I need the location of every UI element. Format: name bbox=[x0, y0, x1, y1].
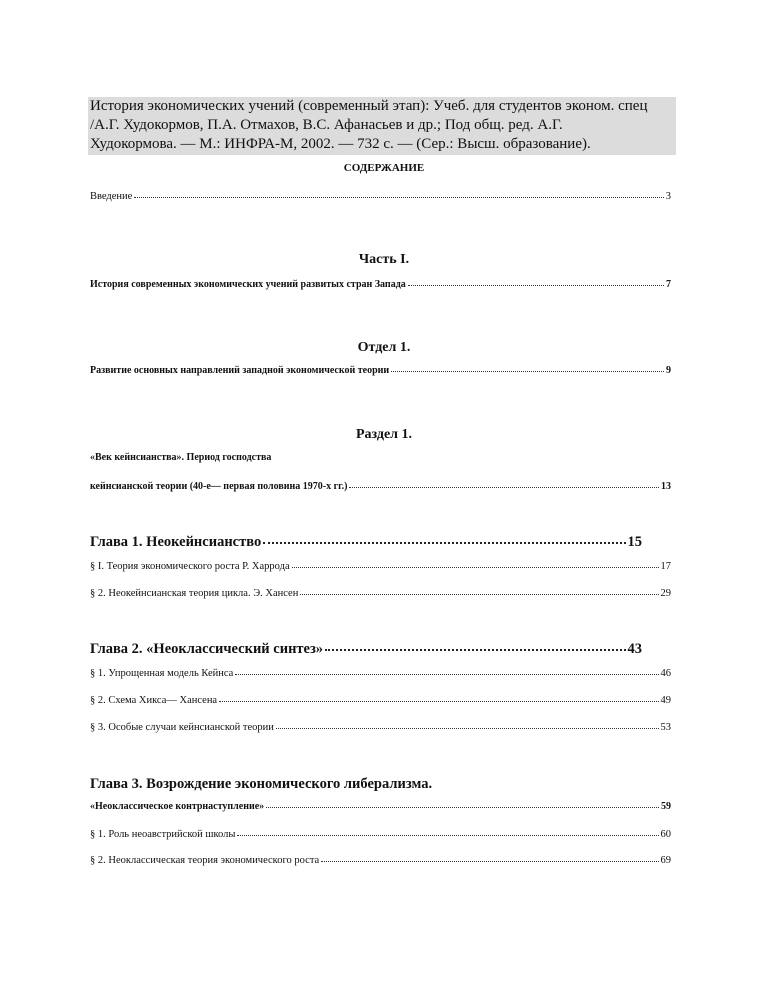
dot-leader bbox=[321, 853, 658, 862]
toc-page-number: 59 bbox=[661, 801, 671, 812]
toc-entry-ch3-s1[interactable] bbox=[90, 828, 671, 840]
dot-leader bbox=[292, 559, 659, 568]
dot-leader bbox=[349, 479, 659, 488]
toc-entry-ch3-subtitle[interactable] bbox=[90, 800, 671, 812]
part-heading: Часть I. bbox=[358, 252, 410, 267]
dot-leader bbox=[237, 827, 658, 836]
toc-entry-ch2-s2[interactable] bbox=[90, 694, 671, 706]
toc-page-number: 46 bbox=[660, 668, 671, 679]
bibliographic-line: /А.Г. Худокормов, П.А. Отмахов, В.С. Афанасьев и др.; Под общ. ред. А.Г. bbox=[90, 117, 563, 133]
chapter-title: Глава 1. Неокейнсианство bbox=[90, 534, 262, 550]
toc-entry-ch1-s2[interactable] bbox=[90, 587, 671, 599]
division-heading: Отдел 1. bbox=[357, 340, 411, 355]
toc-page-number: 3 bbox=[665, 191, 671, 202]
chapter-heading-3[interactable]: Глава 3. Возрождение экономического либерализма. bbox=[90, 776, 433, 792]
dot-leader bbox=[391, 363, 664, 372]
toc-entry-ch2-s3[interactable] bbox=[90, 721, 671, 733]
toc-page-number: 7 bbox=[666, 279, 671, 290]
chapter-heading-2[interactable] bbox=[90, 641, 642, 658]
bibliographic-line: Худокормова. — М.: ИНФРА-М, 2002. — 732 с. — (Сер.: Высш. образование). bbox=[90, 136, 591, 152]
chapter-page-number: 15 bbox=[627, 534, 642, 550]
chapter-title: Глава 2. «Неоклассический синтез» bbox=[90, 641, 324, 657]
toc-entry-ch3-s2[interactable] bbox=[90, 854, 671, 866]
contents-title: СОДЕРЖАНИЕ bbox=[343, 162, 425, 174]
toc-entry-label: кейнсианской теории (40-е— первая половина 1970-х гг.) bbox=[90, 481, 348, 492]
dot-leader bbox=[134, 189, 663, 198]
toc-page-number: 17 bbox=[660, 561, 671, 572]
toc-entry-part1[interactable] bbox=[90, 278, 671, 290]
dot-leader bbox=[276, 720, 659, 729]
bibliographic-reference bbox=[88, 97, 676, 155]
toc-entry-intro[interactable] bbox=[90, 190, 671, 202]
toc-page-number: 29 bbox=[660, 588, 671, 599]
dot-leader bbox=[408, 277, 664, 286]
section-title-line: «Век кейнсианства». Период господства bbox=[90, 452, 272, 463]
toc-page-number: 69 bbox=[660, 855, 671, 866]
toc-entry-division1[interactable] bbox=[90, 364, 671, 376]
toc-entry-label: § 2. Неокейнсианская теория цикла. Э. Хансен bbox=[90, 588, 299, 599]
toc-entry-label: § 2. Схема Хикса— Хансена bbox=[90, 695, 218, 706]
toc-entry-label: § 1. Роль неоавстрийской школы bbox=[90, 829, 236, 840]
dot-leader bbox=[219, 693, 658, 702]
toc-entry-label: Развитие основных направлений западной экономической теории bbox=[90, 365, 390, 376]
toc-page-number: 53 bbox=[660, 722, 671, 733]
toc-entry-ch2-s1[interactable] bbox=[90, 667, 671, 679]
toc-entry-label: История современных экономических учений развитых стран Запада bbox=[90, 279, 406, 290]
dot-leader bbox=[263, 532, 625, 544]
toc-entry-ch1-s1[interactable] bbox=[90, 560, 671, 572]
bibliographic-line: История экономических учений (современный этап): Учеб. для студентов эконом. спец bbox=[90, 98, 648, 114]
dot-leader bbox=[235, 666, 658, 675]
toc-entry-label: § 1. Упрощенная модель Кейнса bbox=[90, 668, 234, 679]
toc-entry-section1[interactable] bbox=[90, 480, 671, 492]
toc-page-number: 9 bbox=[666, 365, 671, 376]
toc-entry-label: § 3. Особые случаи кейнсианской теории bbox=[90, 722, 274, 733]
toc-entry-label: § I. Теория экономического роста Р. Харрода bbox=[90, 561, 290, 572]
chapter-page-number: 43 bbox=[627, 641, 642, 657]
toc-entry-label: § 2. Неоклассическая теория экономического роста bbox=[90, 855, 320, 866]
dot-leader bbox=[325, 639, 625, 651]
chapter-heading-1[interactable] bbox=[90, 534, 642, 551]
toc-entry-label: «Неоклассическое контрнаступление» bbox=[90, 801, 265, 812]
toc-entry-label: Введение bbox=[90, 191, 133, 202]
toc-page-number: 60 bbox=[660, 829, 671, 840]
toc-page-number: 49 bbox=[660, 695, 671, 706]
dot-leader bbox=[266, 799, 659, 808]
toc-page-number: 13 bbox=[661, 481, 671, 492]
section-heading: Раздел 1. bbox=[355, 427, 413, 442]
dot-leader bbox=[300, 586, 658, 595]
